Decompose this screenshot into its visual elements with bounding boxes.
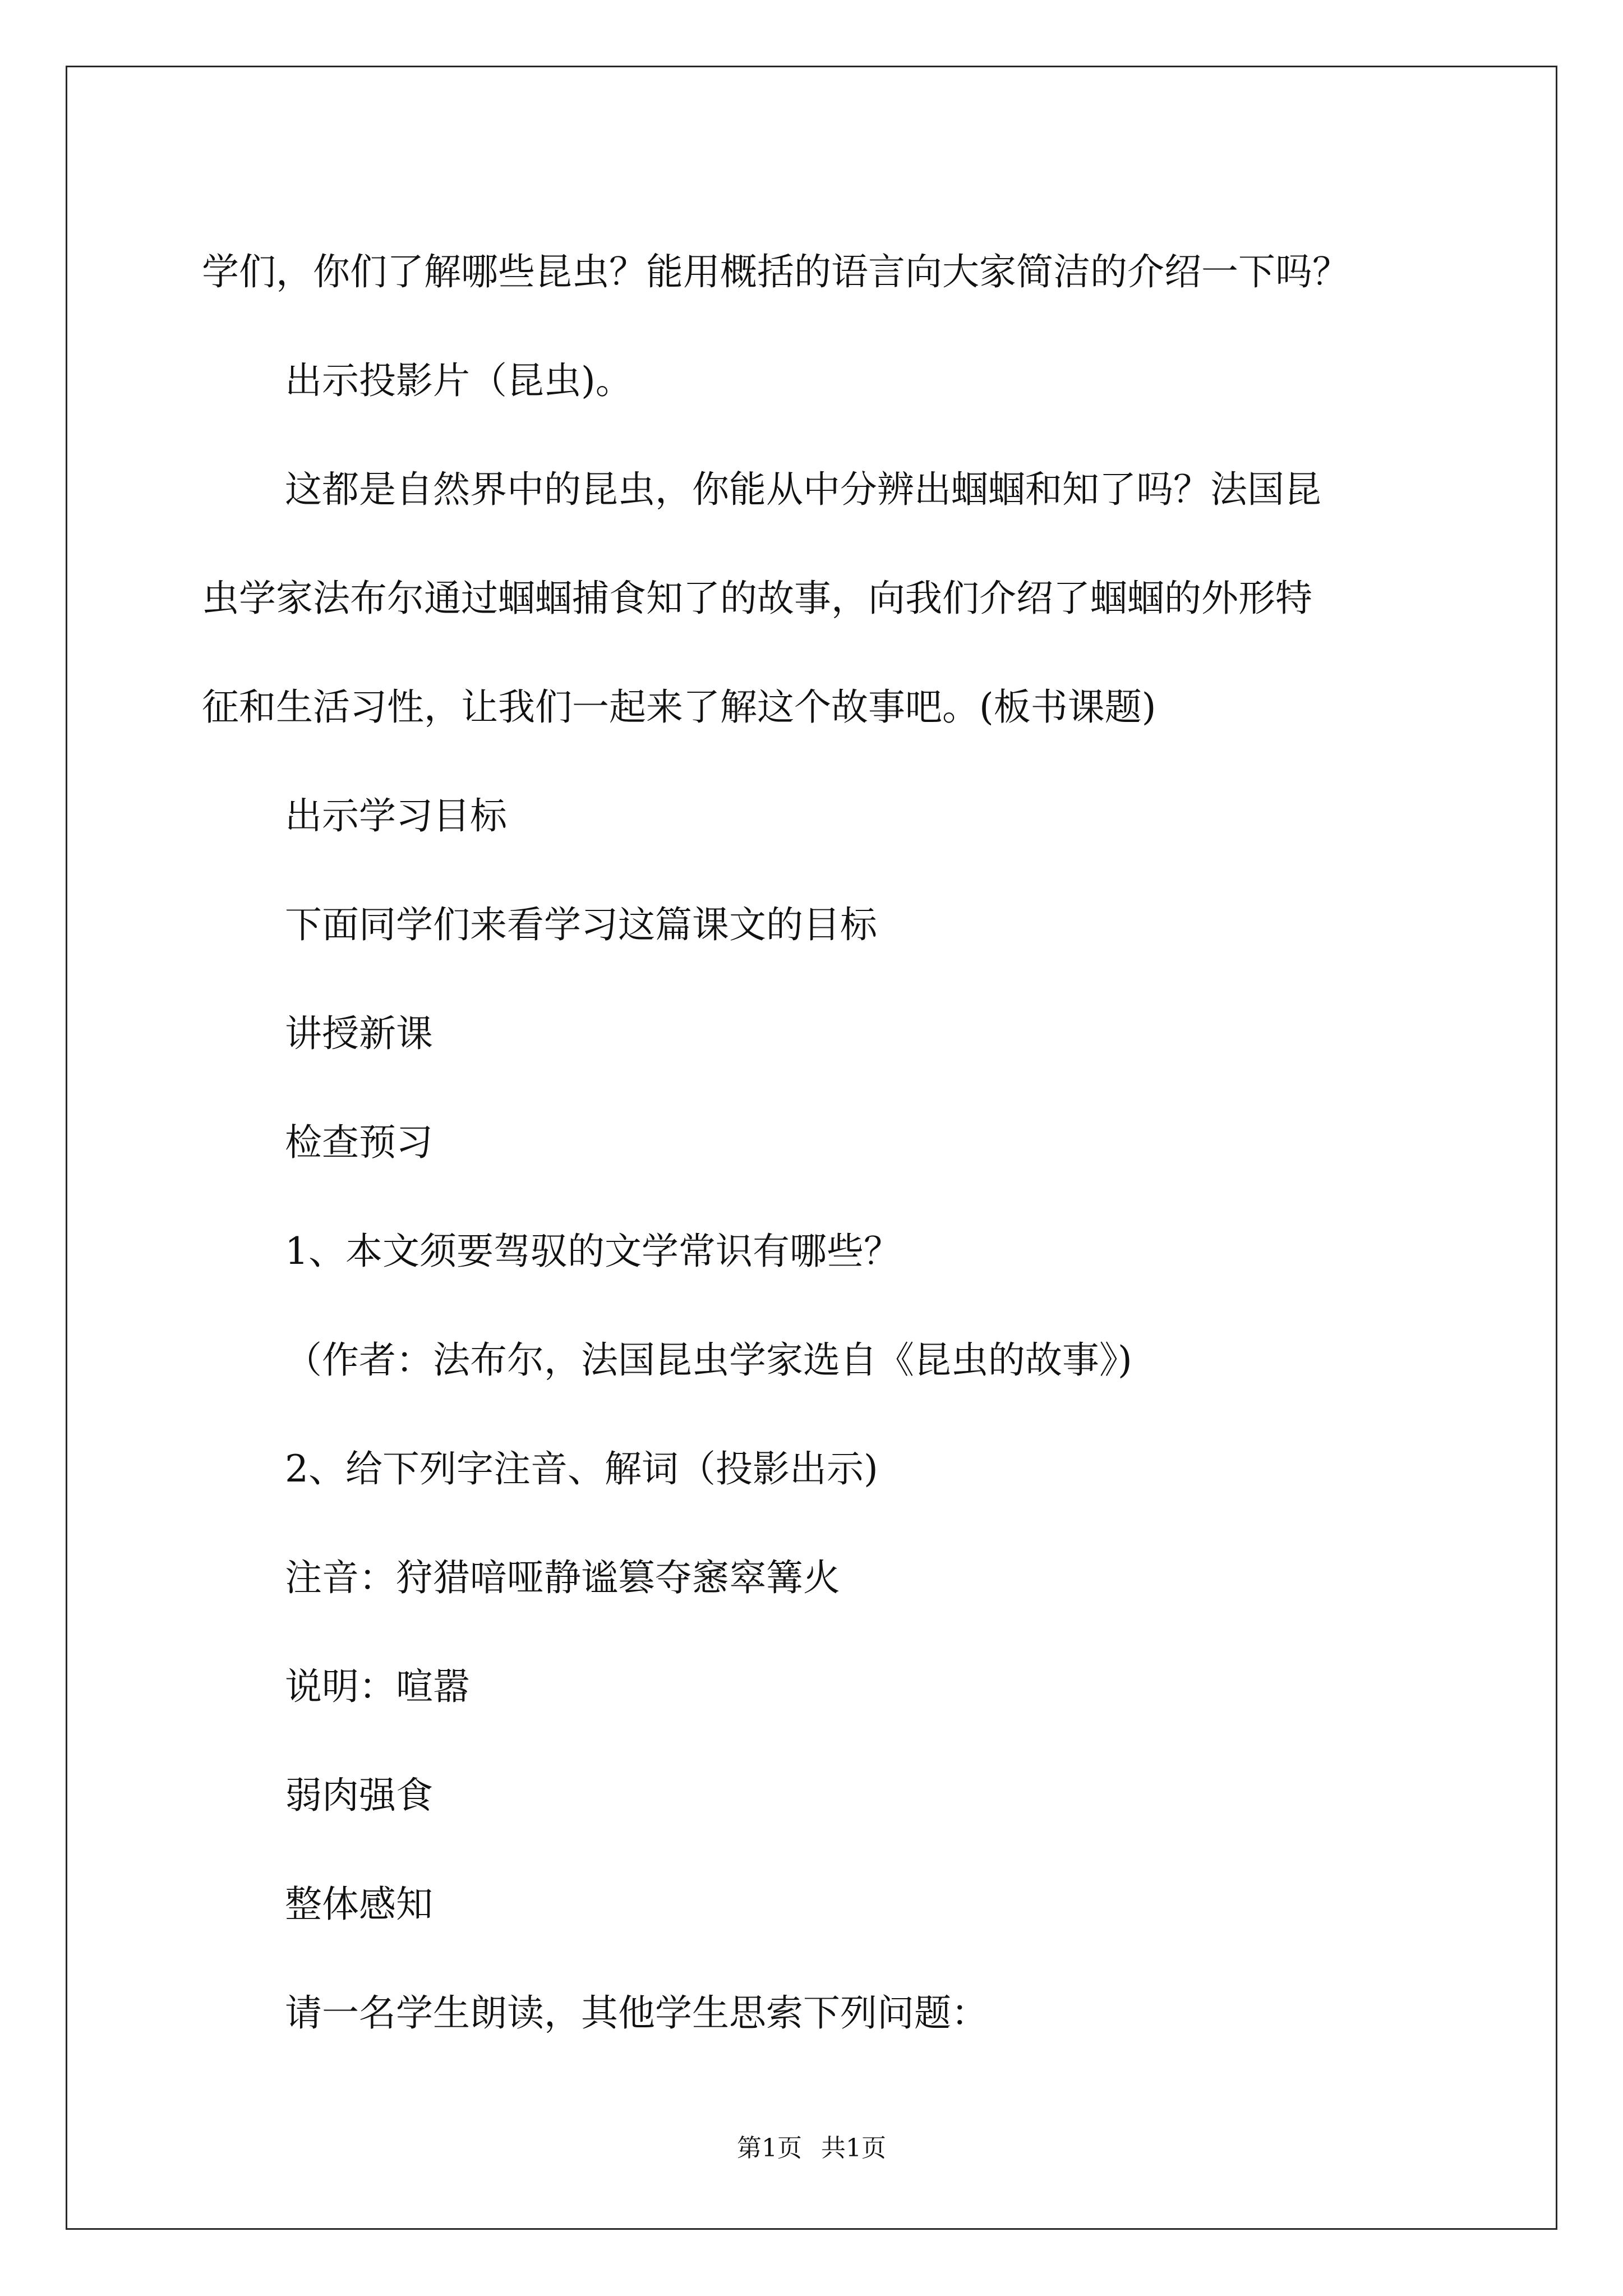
document-body (202, 218, 1453, 2068)
paragraph: 这都是自然界中的昆虫，你能从中分辨出蝈蝈和知了吗？法国昆 (285, 468, 1321, 511)
page-number-total: 共1页 (821, 2134, 886, 2162)
paragraph: 整体感知 (285, 1883, 433, 1926)
paragraph: 说明：喧嚣 (285, 1665, 470, 1708)
paragraph: 注音：狩猎喑哑静谧篡夺窸窣篝火 (285, 1556, 840, 1599)
page-number-current: 第1页 (737, 2134, 802, 2162)
paragraph: （作者：法布尔，法国昆虫学家选自《昆虫的故事》) (285, 1338, 1132, 1382)
page-footer (0, 2132, 1623, 2165)
paragraph: 虫学家法布尔通过蝈蝈捕食知了的故事，向我们介绍了蝈蝈的外形特 (202, 577, 1312, 620)
paragraph: 检查预习 (285, 1121, 433, 1164)
paragraph: 出示学习目标 (285, 794, 507, 838)
paragraph: 学们，你们了解哪些昆虫？能用概括的语言向大家简洁的介绍一下吗？ (202, 250, 1349, 293)
paragraph: 1、本文须要驾驭的文学常识有哪些？ (285, 1230, 901, 1273)
paragraph: 2、给下列字注音、解词（投影出示) (285, 1447, 878, 1490)
paragraph: 下面同学们来看学习这篇课文的目标 (285, 903, 877, 946)
paragraph: 请一名学生朗读，其他学生思索下列问题： (285, 1991, 988, 2035)
paragraph: 出示投影片（昆虫)。 (285, 359, 633, 402)
paragraph: 讲授新课 (285, 1012, 433, 1055)
paragraph: 弱肉强食 (285, 1774, 433, 1817)
paragraph: 征和生活习性，让我们一起来了解这个故事吧。(板书课题) (202, 685, 1156, 729)
